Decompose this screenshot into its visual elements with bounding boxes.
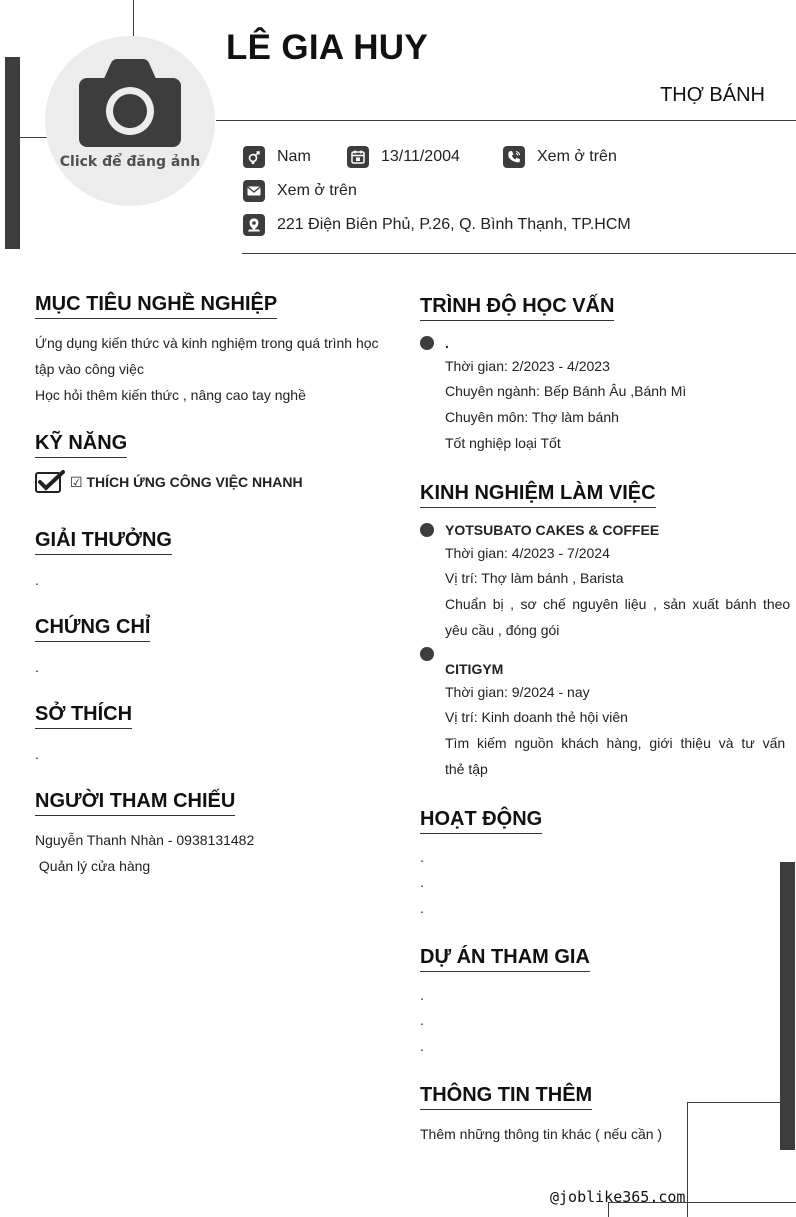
education-time: Thời gian: 2/2023 - 4/2023: [445, 358, 610, 374]
checkbox-checked-icon: [35, 470, 65, 494]
reference-line-2: Quản lý cửa hàng: [35, 858, 151, 874]
education-result: Tốt nghiệp loại Tốt: [445, 435, 561, 451]
activities-line-1: .: [420, 849, 424, 865]
job-2-desc-line-1: Tìm kiếm nguồn khách hàng, giới thiệu và tư vấn: [445, 735, 786, 751]
address-value: 221 Điện Biên Phủ, P.26, Q. Bình Thạnh, TP.HCM: [277, 216, 631, 233]
job-2-bullet: [420, 647, 434, 661]
job-2-position: Vị trí: Kinh doanh thẻ hội viên: [445, 709, 628, 725]
email-value: Xem ở trên: [277, 182, 357, 199]
projects-line-2: .: [420, 1012, 424, 1028]
reference-line-1: Nguyễn Thanh Nhàn - 0938131482: [35, 832, 255, 848]
objective-title: MỤC TIÊU NGHỀ NGHIỆP: [35, 292, 277, 319]
activities-line-2: .: [420, 874, 424, 890]
awards-title: GIẢI THƯỞNG: [35, 528, 172, 555]
left-accent-bar: [5, 57, 20, 249]
envelope-icon: [243, 180, 265, 202]
job-1-position: Vị trí: Thợ làm bánh , Barista: [445, 570, 624, 586]
certificates-title: CHỨNG CHỈ: [35, 615, 150, 642]
objective-line-1: Ứng dụng kiến thức và kinh nghiệm trong quá trình học: [35, 335, 379, 351]
projects-line-3: .: [420, 1038, 424, 1054]
hobbies-title: SỞ THÍCH: [35, 702, 132, 729]
corner-top-line: [687, 1102, 780, 1103]
contact-divider-line: [242, 253, 796, 254]
education-bullet: [420, 336, 434, 350]
skills-title: KỸ NĂNG: [35, 431, 127, 458]
education-major: Chuyên ngành: Bếp Bánh Âu ,Bánh Mì: [445, 383, 687, 399]
activities-title: HOẠT ĐỘNG: [420, 807, 542, 834]
education-subject: Chuyên môn: Thợ làm bánh: [445, 409, 619, 425]
top-divider-line: [133, 0, 134, 36]
job-2-time: Thời gian: 9/2024 - nay: [445, 684, 590, 700]
education-title: TRÌNH ĐỘ HỌC VẤN: [420, 294, 614, 321]
activities-line-3: .: [420, 900, 424, 916]
job-title: THỢ BÁNH: [660, 84, 765, 106]
calendar-icon: [347, 146, 369, 168]
candidate-name: LÊ GIA HUY: [226, 28, 428, 67]
phone-row: [503, 146, 617, 168]
hobbies-text: .: [35, 746, 39, 762]
references-title: NGƯỜI THAM CHIẾU: [35, 789, 235, 816]
left-divider-line: [20, 137, 48, 138]
email-row: [243, 180, 357, 202]
job-2-company: CITIGYM: [445, 661, 504, 677]
footer-brand: @joblike365.com: [550, 1188, 686, 1206]
phone-icon: [503, 146, 525, 168]
job-1-desc-line-2: yêu cầu , đóng gói: [445, 622, 560, 638]
birthday-row: [347, 146, 460, 168]
objective-line-2: tập vào công việc: [35, 361, 144, 377]
job-1-time: Thời gian: 4/2023 - 7/2024: [445, 545, 610, 561]
certificates-text: .: [35, 659, 39, 675]
objective-line-3: Học hỏi thêm kiến thức , nâng cao tay nghề: [35, 387, 306, 403]
phone-value: Xem ở trên: [537, 148, 617, 165]
map-pin-icon: [243, 214, 265, 236]
photo-caption: Click để đăng ảnh: [59, 154, 201, 170]
more-info-title: THÔNG TIN THÊM: [420, 1083, 592, 1110]
job-1-bullet: [420, 523, 434, 537]
gender-icon: [243, 146, 265, 168]
profile-photo-upload[interactable]: [45, 36, 215, 206]
corner-vertical-line: [687, 1102, 688, 1217]
projects-title: DỰ ÁN THAM GIA: [420, 945, 590, 972]
gender-row: [243, 146, 311, 168]
awards-text: .: [35, 572, 39, 588]
projects-line-1: .: [420, 987, 424, 1003]
more-info-text: Thêm những thông tin khác ( nếu cần ): [420, 1126, 663, 1142]
job-1-desc-line-1: Chuẩn bị , sơ chế nguyên liệu , sản xuất bánh theo: [445, 596, 791, 612]
gender-value: Nam: [277, 148, 311, 165]
job-1-company: YOTSUBATO CAKES & COFFEE: [445, 522, 660, 538]
education-school: .: [445, 335, 449, 351]
skill-item-1: ☑ THÍCH ỨNG CÔNG VIỆC NHANH: [70, 474, 303, 490]
address-row: [243, 214, 631, 236]
camera-icon: [79, 59, 181, 149]
job-2-desc-line-2: thẻ tập: [445, 761, 488, 777]
right-accent-bar: [780, 862, 795, 1150]
birthday-value: 13/11/2004: [381, 148, 460, 165]
header-divider-line: [216, 120, 796, 121]
experience-title: KINH NGHIỆM LÀM VIỆC: [420, 481, 656, 508]
